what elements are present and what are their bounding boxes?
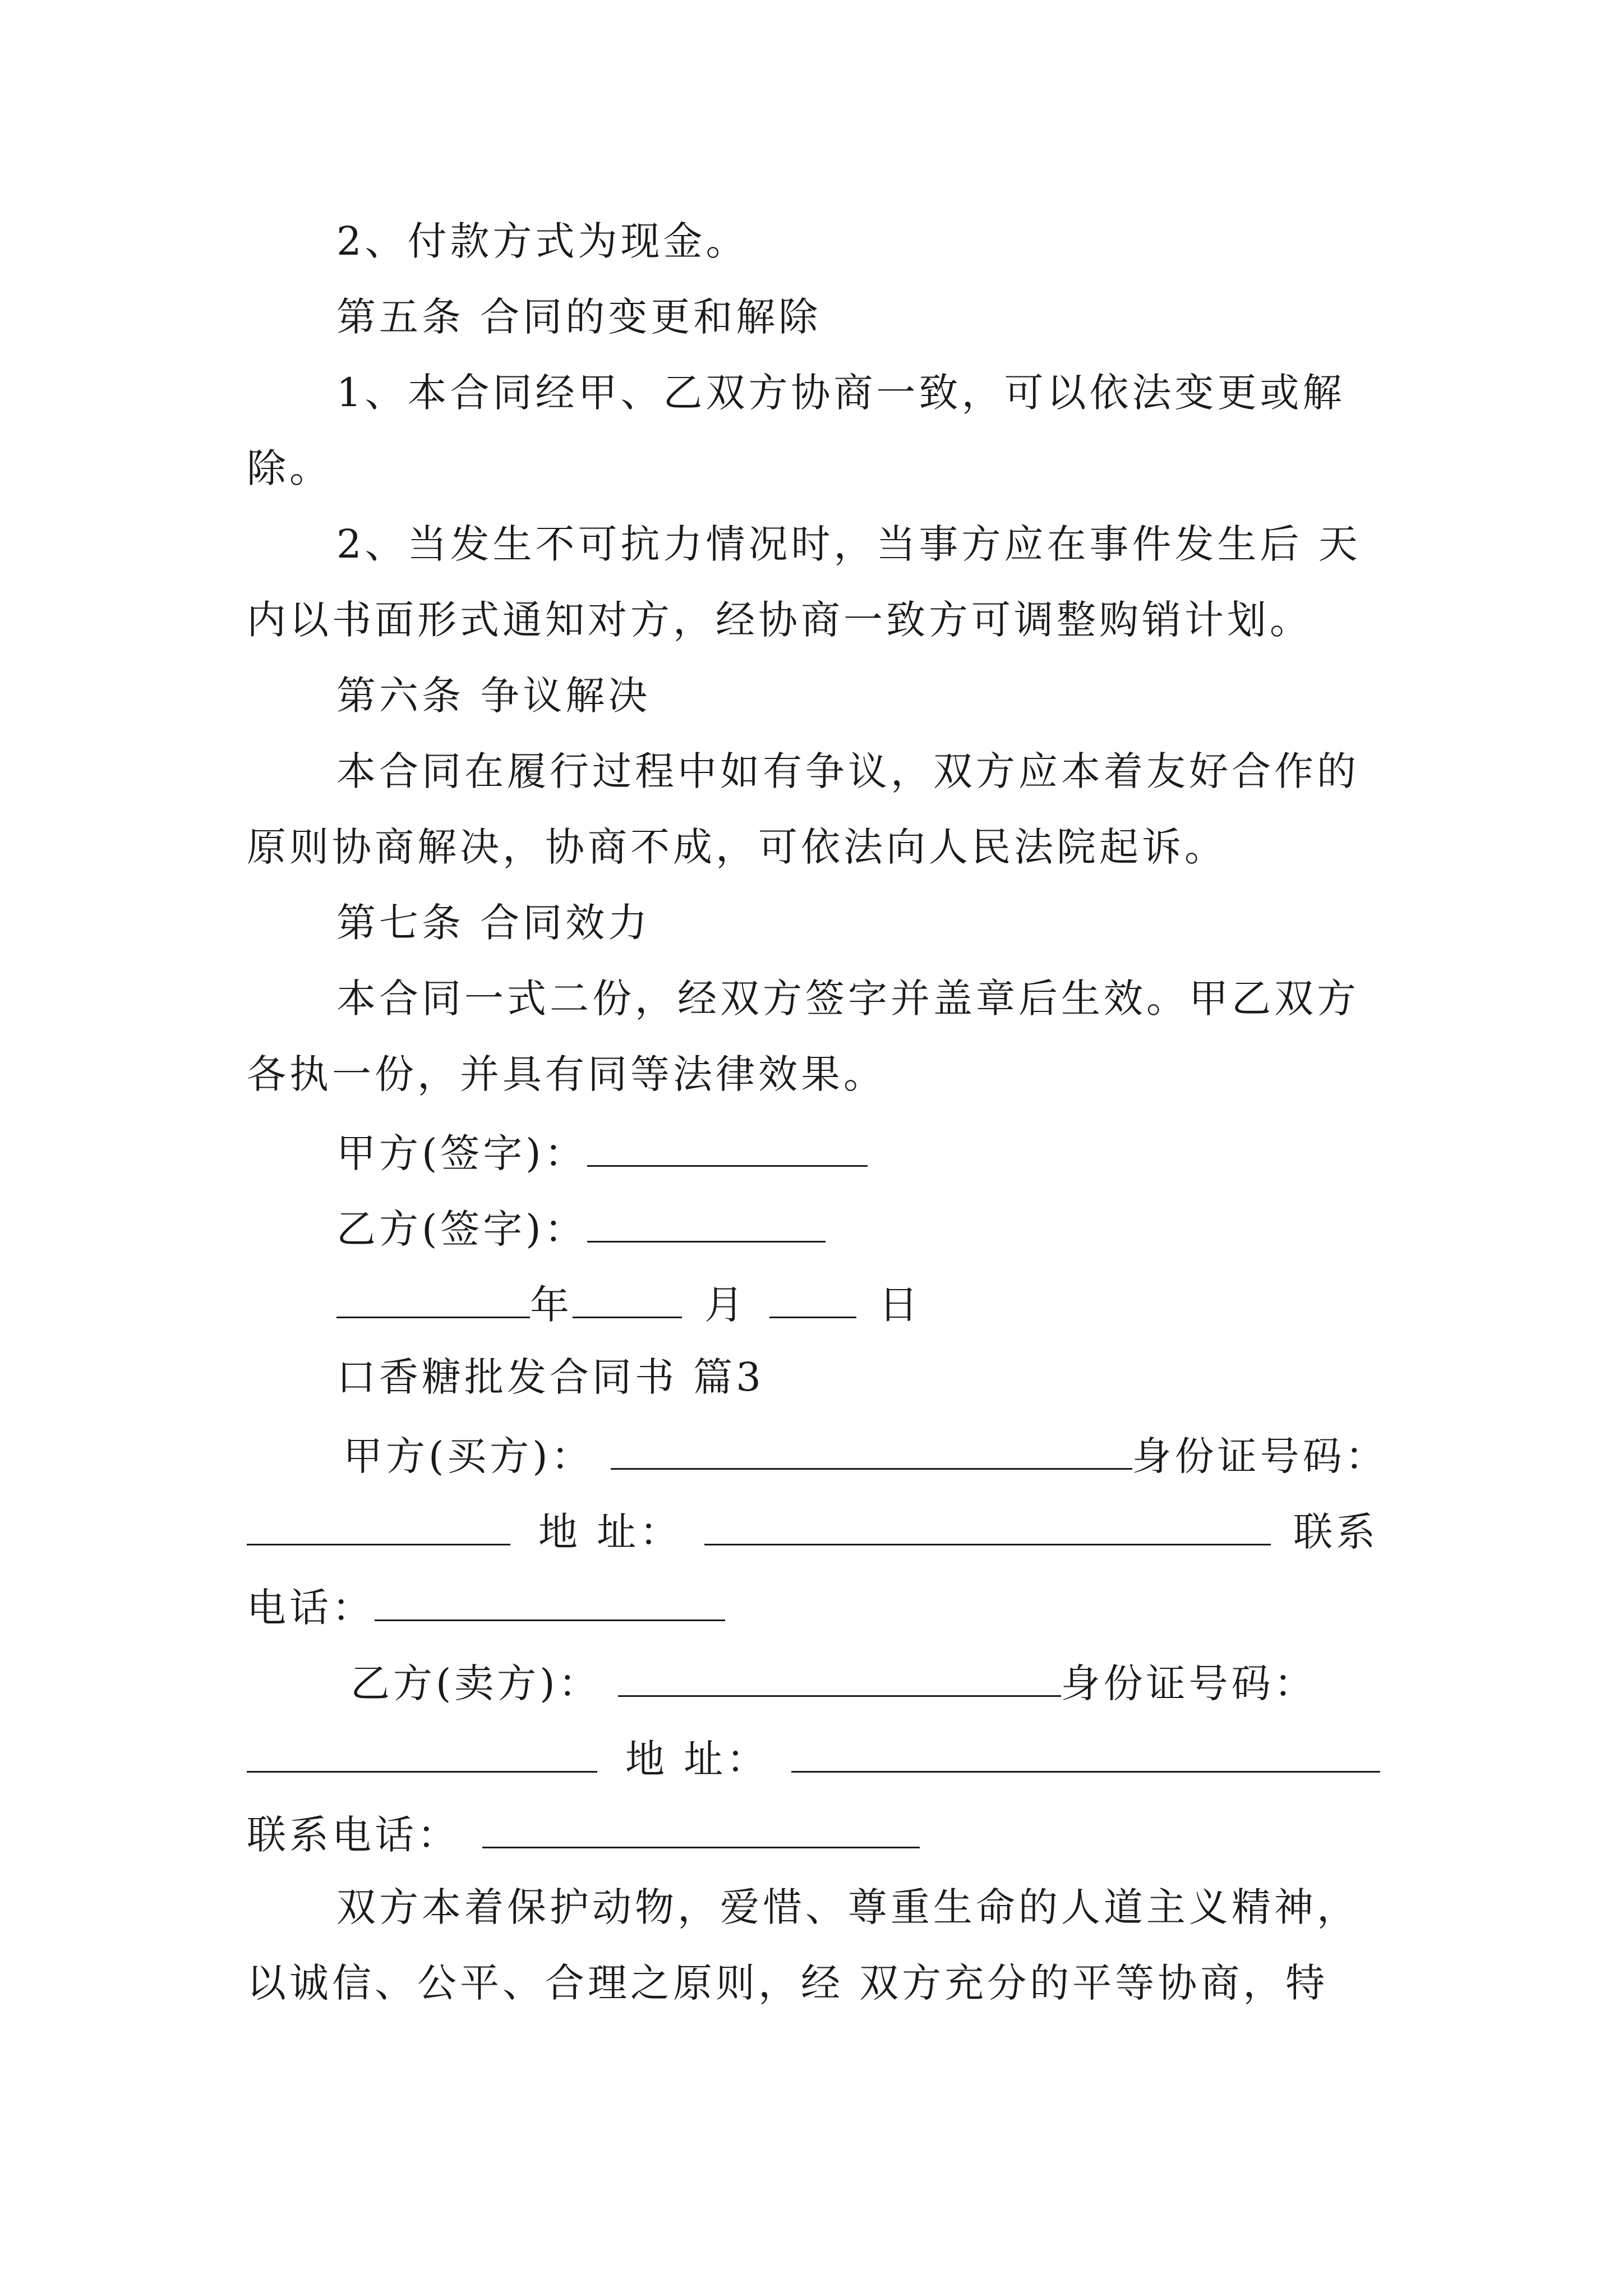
buyer-address-blank: [704, 1509, 1271, 1545]
party-a-signature: [336, 1130, 868, 1176]
year-label: 年: [530, 1282, 573, 1328]
buyer-label: 甲方(买方)：: [343, 1433, 594, 1479]
seller-address-line: [247, 1736, 1380, 1782]
month-label: 月: [704, 1282, 747, 1328]
seller-label: 乙方(卖方)：: [351, 1660, 601, 1706]
seller-line: [351, 1660, 1317, 1706]
section-heading: 第五条 合同的变更和解除: [336, 294, 822, 340]
buyer-phone-blank: [375, 1585, 725, 1621]
buyer-id-label: 身份证号码：: [1132, 1433, 1388, 1479]
seller-id-label: 身份证号码：: [1061, 1660, 1317, 1706]
text-line: 各执一份，并具有同等法律效果。: [247, 1051, 886, 1097]
seller-phone-line: [247, 1812, 920, 1858]
buyer-id-blank: [247, 1509, 510, 1545]
seller-phone-blank: [482, 1812, 920, 1848]
day-blank: [769, 1282, 856, 1318]
party-b-signature-blank: [587, 1206, 826, 1243]
buyer-phone-label: 联系: [1293, 1509, 1379, 1555]
text-line: 本合同在履行过程中如有争议，双方应本着友好合作的: [336, 748, 1359, 794]
text-line: 原则协商解决，协商不成，可依法向人民法院起诉。: [247, 824, 1227, 870]
day-label: 日: [879, 1282, 921, 1328]
text-line: 内以书面形式通知对方，经协商一致方可调整购销计划。: [247, 597, 1312, 643]
buyer-name-blank: [611, 1433, 1132, 1470]
buyer-phone-line: [247, 1585, 725, 1631]
text-line: 双方本着保护动物，爱惜、尊重生命的人道主义精神，: [336, 1884, 1359, 1930]
seller-id-blank: [247, 1736, 597, 1773]
buyer-phone-label-cont: 电话：: [247, 1585, 375, 1631]
text-line: 2、当发生不可抗力情况时，当事方应在事件发生后 天: [336, 521, 1361, 567]
seller-name-blank: [618, 1660, 1061, 1697]
section-title: 口香糖批发合同书 篇3: [336, 1354, 764, 1400]
seller-address-label: 地 址：: [625, 1736, 769, 1782]
text-line: 2、付款方式为现金。: [336, 218, 749, 264]
party-a-signature-blank: [587, 1130, 868, 1167]
buyer-address-label: 地 址：: [538, 1509, 683, 1555]
text-line: 除。: [247, 445, 332, 491]
buyer-line: [343, 1433, 1388, 1479]
text-line: 以诚信、公平、合理之原则，经 双方充分的平等协商，特: [247, 1960, 1329, 2006]
buyer-address-line: [247, 1509, 1379, 1555]
text-line: 1、本合同经甲、乙双方协商一致，可以依法变更或解: [336, 370, 1345, 416]
month-blank: [573, 1282, 682, 1318]
year-blank: [336, 1282, 530, 1318]
text-line: 本合同一式二份，经双方签字并盖章后生效。甲乙双方: [336, 976, 1359, 1022]
seller-phone-label: 联系电话：: [247, 1812, 460, 1858]
party-a-signature-label: 甲方(签字)：: [336, 1130, 587, 1176]
section-heading: 第七条 合同效力: [336, 900, 651, 946]
section-heading: 第六条 争议解决: [336, 673, 651, 719]
party-b-signature: [336, 1206, 826, 1252]
signature-date: [336, 1282, 921, 1328]
party-b-signature-label: 乙方(签字)：: [336, 1206, 587, 1252]
seller-address-blank: [791, 1736, 1380, 1773]
